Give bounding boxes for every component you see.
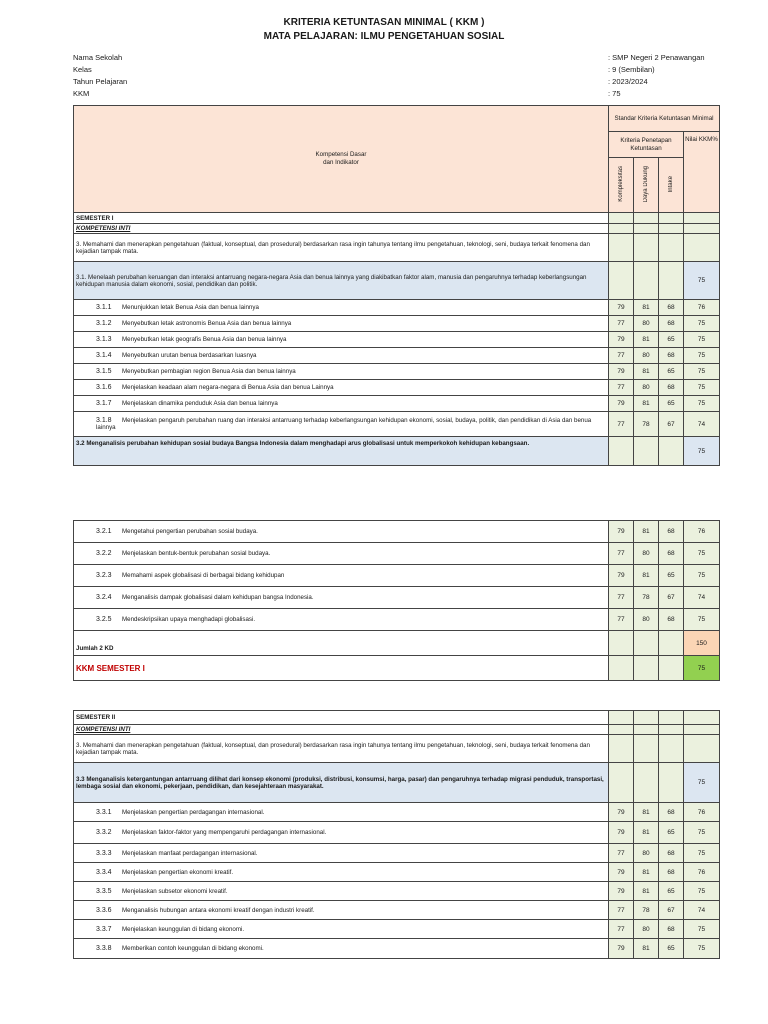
indicator-code: 3.3.1 <box>96 808 112 816</box>
complexity-value: 77 <box>609 901 634 920</box>
complexity-value: 79 <box>609 803 634 822</box>
table-row <box>74 348 720 364</box>
support-value: 80 <box>634 380 659 396</box>
info-value-class: : 9 (Sembilan) <box>608 65 655 74</box>
info-labels <box>73 52 127 100</box>
indicators-3-3 <box>74 803 720 959</box>
intake-value: 67 <box>659 901 684 920</box>
complexity-value: 77 <box>609 609 634 631</box>
table-row <box>74 300 720 316</box>
support-value: 80 <box>634 844 659 863</box>
indicator-code: 3.3.6 <box>96 906 112 914</box>
kd-3-1-text: 3.1. Menelaah perubahan keruangan dan interaksi antarruang negara-negara Asia dan benua lainnya yang diakibatkan faktor alam, manusia dan pengaruhnya terhadap keberlangsungan kehidupan manusia dalam ekonomi, sosial, pendidikan dan politik. <box>74 262 609 300</box>
indicator-code: 3.1.6 <box>96 384 112 391</box>
intake-value: 65 <box>659 396 684 412</box>
indicator-text: Menjelaskan pengaruh perubahan ruang dan interaksi antarruang terhadap keberlangsungan kehidupan ekonomi, sosial, budaya, politik, dan pendidikan di Asia dan benua lainnya <box>96 417 592 431</box>
kkm-value: 75 <box>684 565 720 587</box>
kkm-value: 75 <box>684 920 720 939</box>
table-row <box>74 844 720 863</box>
kd-header-label-2: dan Indikator <box>323 159 359 166</box>
indicator-text: Menjelaskan keunggulan di bidang ekonomi. <box>122 925 245 933</box>
support-value: 81 <box>634 332 659 348</box>
support-value: 81 <box>634 521 659 543</box>
intake-value: 68 <box>659 300 684 316</box>
support-value: 81 <box>634 803 659 822</box>
table-row <box>74 609 720 631</box>
intake-value: 65 <box>659 565 684 587</box>
indicator-text: Memberikan contoh keunggulan di bidang ekonomi. <box>122 945 264 952</box>
kkm-value: 76 <box>684 521 720 543</box>
kd-3-3-kkm: 75 <box>684 763 720 803</box>
complexity-value: 77 <box>609 380 634 396</box>
intake-value: 68 <box>659 543 684 565</box>
support-value: 81 <box>634 882 659 901</box>
indicator-code: 3.3.4 <box>96 868 112 876</box>
support-value: 80 <box>634 316 659 332</box>
support-value: 80 <box>634 543 659 565</box>
support-value: 80 <box>634 348 659 364</box>
complexity-value: 77 <box>609 316 634 332</box>
kkm-value: 75 <box>684 844 720 863</box>
info-values <box>608 52 705 100</box>
indicator-text: Menyebutkan urutan benua berdasarkan luasnya <box>122 352 257 359</box>
info-value-school: : SMP Negeri 2 Penawangan <box>608 53 705 62</box>
table-row <box>74 587 720 609</box>
support-value: 81 <box>634 364 659 380</box>
indicator-code: 3.3.5 <box>96 887 112 895</box>
info-label-class: Kelas <box>73 65 92 74</box>
kkm-semester-1-label: KKM SEMESTER I <box>74 656 609 681</box>
kkm-value: 75 <box>684 822 720 844</box>
intake-value: 68 <box>659 863 684 882</box>
complexity-value: 79 <box>609 396 634 412</box>
kkm-value: 74 <box>684 901 720 920</box>
table-row <box>74 521 720 543</box>
document-title: KRITERIA KETUNTASAN MINIMAL ( KKM ) <box>283 17 485 28</box>
intake-value: 68 <box>659 521 684 543</box>
nilai-header: Nilai KKM% <box>684 132 720 213</box>
ki-text-2: 3. Memahami dan menerapkan pengetahuan (faktual, konseptual, dan prosedural) berdasarkan rasa ingin tahunya tentang ilmu pengetahuan, teknologi, seni, budaya terkait fenomena dan kejadian tampak mata. <box>74 735 609 763</box>
kkm-table-semester-1-continued <box>73 520 720 681</box>
intake-value: 68 <box>659 803 684 822</box>
indicator-text: Menjelaskan pengertian perdagangan internasional. <box>122 808 265 816</box>
intake-value: 67 <box>659 587 684 609</box>
indicator-code: 3.2.3 <box>96 572 112 579</box>
complexity-value: 77 <box>609 543 634 565</box>
kkm-value: 76 <box>684 803 720 822</box>
kkm-value: 76 <box>684 863 720 882</box>
table-row <box>74 380 720 396</box>
table-row <box>74 543 720 565</box>
indicator-text: Menganalisis hubungan antara ekonomi kreatif dengan industri kreatif. <box>122 906 315 914</box>
support-value: 78 <box>634 412 659 437</box>
info-label-school: Nama Sekolah <box>73 53 123 62</box>
intake-value: 65 <box>659 364 684 380</box>
table-row <box>74 822 720 844</box>
table-row <box>74 882 720 901</box>
complexity-value: 77 <box>609 844 634 863</box>
complexity-value: 77 <box>609 587 634 609</box>
table-row <box>74 412 720 437</box>
complexity-label: Kompleksitas <box>618 166 624 202</box>
complexity-value: 79 <box>609 939 634 959</box>
info-label-kkm: KKM <box>73 89 90 98</box>
kkm-value: 75 <box>684 939 720 959</box>
indicator-code: 3.1.8 <box>96 417 112 424</box>
indicator-text: Menjelaskan bentuk-bentuk perubahan sosial budaya. <box>122 550 271 557</box>
info-value-kkm: : 75 <box>608 89 621 98</box>
indicator-text: Menjelaskan pengertian ekonomi kreatif. <box>122 868 234 876</box>
indicator-text: Menyebutkan pembagian region Benua Asia dan benua lainnya <box>122 368 296 375</box>
standard-header: Standar Kriteria Ketuntasan Minimal <box>609 106 720 132</box>
support-value: 80 <box>634 920 659 939</box>
support-value: 81 <box>634 939 659 959</box>
complexity-value: 79 <box>609 863 634 882</box>
kd-3-1-kkm: 75 <box>684 262 720 300</box>
indicator-text: Menyebutkan letak geografis Benua Asia dan benua lainnya <box>122 336 287 343</box>
kkm-value: 75 <box>684 396 720 412</box>
indicator-code: 3.1.7 <box>96 400 112 407</box>
indicator-code: 3.1.1 <box>96 304 112 311</box>
intake-label: Intake <box>668 175 674 193</box>
support-value: 81 <box>634 822 659 844</box>
intake-value: 68 <box>659 316 684 332</box>
complexity-value: 77 <box>609 920 634 939</box>
kd-3-2-kkm: 75 <box>684 437 720 466</box>
kkm-value: 75 <box>684 882 720 901</box>
indicator-text: Menjelaskan keadaan alam negara-negara di Benua Asia dan benua Lainnya <box>122 384 334 391</box>
support-value: 81 <box>634 396 659 412</box>
indicator-code: 3.3.8 <box>96 945 112 952</box>
indicator-code: 3.1.2 <box>96 320 112 327</box>
support-label: Daya Dukung <box>643 165 649 203</box>
table-row <box>74 396 720 412</box>
indicator-text: Mengetahui pengertian perubahan sosial budaya. <box>122 528 258 535</box>
complexity-value: 79 <box>609 332 634 348</box>
kkm-value: 74 <box>684 412 720 437</box>
document-subtitle: MATA PELAJARAN: ILMU PENGETAHUAN SOSIAL <box>263 31 505 42</box>
indicator-text: Menunjukkan letak Benua Asia dan benua lainnya <box>122 304 259 311</box>
intake-value: 65 <box>659 939 684 959</box>
indicator-text: Menjelaskan subsetor ekonomi kreatif. <box>122 887 228 895</box>
table-row <box>74 920 720 939</box>
intake-value: 65 <box>659 882 684 901</box>
intake-value: 67 <box>659 412 684 437</box>
complexity-value: 77 <box>609 348 634 364</box>
table-row <box>74 316 720 332</box>
intake-value: 65 <box>659 822 684 844</box>
indicator-code: 3.3.2 <box>96 829 112 836</box>
intake-value: 68 <box>659 609 684 631</box>
indicator-code: 3.2.1 <box>96 528 112 535</box>
indicator-code: 3.1.5 <box>96 368 112 375</box>
support-value: 80 <box>634 609 659 631</box>
indicator-text: Menyebutkan letak astronomis Benua Asia dan benua lainnya <box>122 320 292 327</box>
ki-text-1: 3. Memahami dan menerapkan pengetahuan (faktual, konseptual, dan prosedural) berdasarkan rasa ingin tahunya tentang ilmu pengetahuan, teknologi, seni, budaya terkait fenomena dan kejadian tampak mata. <box>74 234 609 262</box>
complexity-value: 79 <box>609 882 634 901</box>
complexity-value: 79 <box>609 300 634 316</box>
table-row <box>74 939 720 959</box>
table-row <box>74 332 720 348</box>
kkm-value: 75 <box>684 609 720 631</box>
support-value: 81 <box>634 863 659 882</box>
kkm-semester-1-value: 75 <box>684 656 720 681</box>
table-row <box>74 901 720 920</box>
kkm-table-semester-2 <box>73 710 720 959</box>
support-value: 81 <box>634 565 659 587</box>
complexity-value: 79 <box>609 565 634 587</box>
indicator-text: Menganalisis dampak globalisasi dalam kehidupan bangsa Indonesia. <box>122 594 314 601</box>
kkm-value: 74 <box>684 587 720 609</box>
intake-value: 65 <box>659 332 684 348</box>
support-header <box>634 158 659 213</box>
indicator-code: 3.3.3 <box>96 849 112 857</box>
intake-header <box>659 158 684 213</box>
kkm-value: 75 <box>684 348 720 364</box>
indicators-3-2 <box>74 521 720 631</box>
kkm-value: 75 <box>684 316 720 332</box>
jumlah-kd-value: 150 <box>684 631 720 656</box>
kd-header-label-1: Kompetensi Dasar <box>315 151 367 158</box>
support-value: 78 <box>634 901 659 920</box>
semester-2-label: SEMESTER II <box>74 711 609 725</box>
indicator-text: Menjelaskan manfaat perdagangan internasional. <box>122 849 258 857</box>
intake-value: 68 <box>659 348 684 364</box>
indicator-code: 3.3.7 <box>96 925 112 933</box>
indicator-text: Menjelaskan faktor-faktor yang mempengaruhi perdagangan internasional. <box>122 829 327 836</box>
intake-value: 68 <box>659 844 684 863</box>
info-label-year: Tahun Pelajaran <box>73 77 128 86</box>
complexity-value: 79 <box>609 822 634 844</box>
jumlah-kd-label: Jumlah 2 KD <box>74 631 609 656</box>
complexity-value: 79 <box>609 521 634 543</box>
indicator-code: 3.1.4 <box>96 352 112 359</box>
table-row <box>74 803 720 822</box>
indicator-code: 3.2.5 <box>96 616 112 623</box>
info-value-year: : 2023/2024 <box>608 77 648 86</box>
complexity-header <box>609 158 634 213</box>
intake-value: 68 <box>659 380 684 396</box>
criteria-header: Kriteria Penetapan Ketuntasan <box>609 132 684 158</box>
kkm-value: 75 <box>684 364 720 380</box>
support-value: 78 <box>634 587 659 609</box>
indicator-code: 3.2.4 <box>96 594 112 601</box>
indicator-code: 3.1.3 <box>96 336 112 343</box>
kkm-value: 75 <box>684 332 720 348</box>
ki-label-2: KOMPETENSI INTI <box>74 725 609 735</box>
semester-1-label: SEMESTER I <box>74 213 609 224</box>
kkm-value: 76 <box>684 300 720 316</box>
table-row <box>74 364 720 380</box>
complexity-value: 79 <box>609 364 634 380</box>
indicator-text: Menjelaskan dinamika penduduk Asia dan benua lainnya <box>122 400 278 407</box>
table-row <box>74 565 720 587</box>
indicator-code: 3.2.2 <box>96 550 112 557</box>
kkm-value: 75 <box>684 380 720 396</box>
support-value: 81 <box>634 300 659 316</box>
kkm-value: 75 <box>684 543 720 565</box>
table-row <box>74 863 720 882</box>
ki-label-1: KOMPETENSI INTI <box>74 224 609 234</box>
kd-3-3-text: 3.3 Menganalisis ketergantungan antarruang dilihat dari konsep ekonomi (produksi, distribusi, konsumsi, harga, pasar) dan pengaruhnya terhadap migrasi penduduk, transportasi, lembaga sosial dan ekonomi, pekerjaan, pendidikan, dan kesejahteraan masyarakat. <box>74 763 609 803</box>
kd-header <box>74 106 609 213</box>
complexity-value: 77 <box>609 412 634 437</box>
kd-3-2-text: 3.2 Menganalisis perubahan kehidupan sosial budaya Bangsa Indonesia dalam menghadapi arus globalisasi untuk memperkokoh kehidupan kebangsaan. <box>74 437 609 466</box>
indicator-text: Memahami aspek globalisasi di berbagai bidang kehidupan <box>122 572 285 579</box>
indicator-text: Mendeskripsikan upaya menghadapi globalisasi. <box>122 616 256 623</box>
intake-value: 68 <box>659 920 684 939</box>
indicators-3-1 <box>74 300 720 437</box>
kkm-table-semester-1 <box>73 105 720 466</box>
